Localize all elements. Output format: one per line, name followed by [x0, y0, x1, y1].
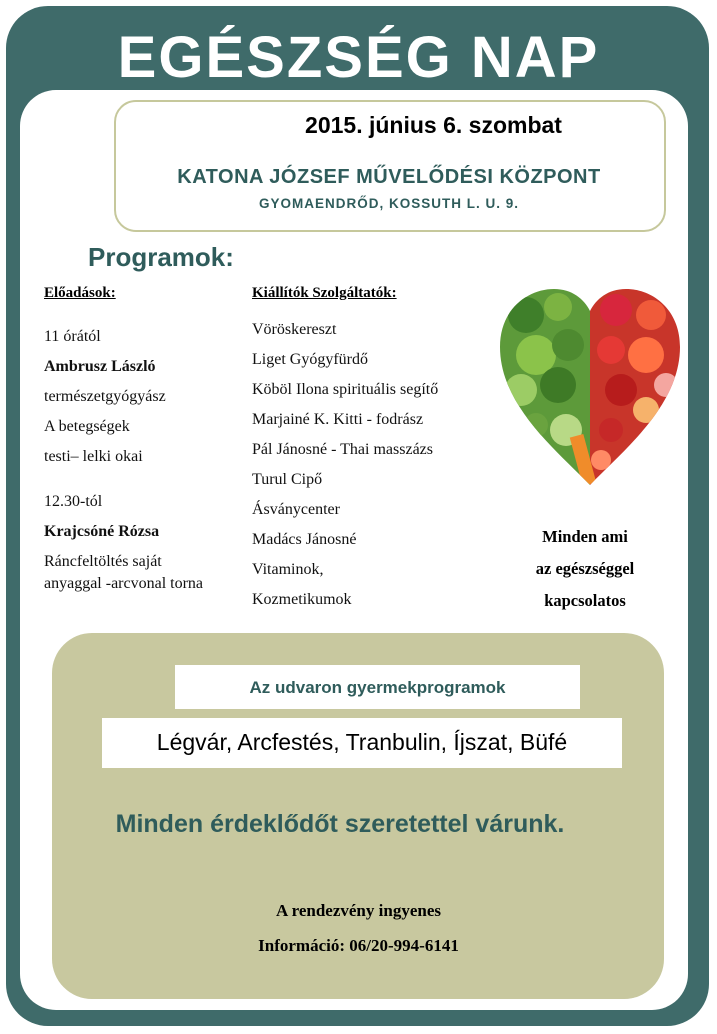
exhibitor-item: Ásványcenter: [252, 501, 340, 518]
tagline-line: Minden ami: [542, 527, 628, 546]
lectures-heading: Előadások:: [44, 285, 116, 301]
exhibitor-item: Kozmetikumok: [252, 591, 352, 608]
free-admission-text: A rendezvény ingyenes: [276, 901, 441, 920]
exhibitor-item: Pál Jánosné - Thai masszázs: [252, 441, 433, 458]
lecture-speaker: Ambrusz László: [44, 358, 156, 375]
tagline-line: az egészséggel: [535, 559, 635, 578]
tagline-line: kapcsolatos: [544, 591, 626, 610]
lecture-line: anyaggal -arcvonal torna: [44, 575, 204, 592]
kids-programs-list: Légvár, Arcfestés, Tranbulin, Íjszat, Büfé: [102, 718, 622, 768]
lecture-line: 12.30-tól: [44, 493, 103, 510]
kids-programs-heading: Az udvaron gyermekprogramok: [175, 665, 580, 709]
exhibitor-item: Köböl Ilona spirituális segítő: [252, 381, 439, 398]
exhibitors-heading: Kiállítók Szolgáltatók:: [252, 285, 397, 301]
exhibitor-item: Marjainé K. Kitti - fodrász: [252, 411, 424, 428]
lecture-line: 11 órától: [44, 328, 101, 345]
venue-name: KATONA JÓZSEF MŰVELŐDÉSI KÖZPONT: [177, 166, 601, 188]
info-phone-text: Információ: 06/20-994-6141: [258, 936, 459, 955]
exhibitor-item: Liget Gyógyfürdő: [252, 351, 368, 368]
event-date: 2015. június 6. szombat: [305, 112, 562, 138]
programs-heading: Programok:: [88, 242, 234, 272]
vegetable-heart-image: [496, 285, 684, 495]
poster-title: EGÉSZSÉG NAP: [117, 25, 600, 90]
lecture-speaker: Krajcsóné Rózsa: [44, 523, 160, 540]
lecture-line: Ráncfeltöltés saját: [44, 553, 162, 570]
exhibitor-item: Madács Jánosné: [252, 531, 357, 548]
welcome-message: Minden érdeklődőt szeretettel várunk.: [115, 810, 565, 838]
exhibitor-item: Vitaminok,: [252, 561, 324, 578]
lecture-line: természetgyógyász: [44, 388, 166, 405]
exhibitor-item: Turul Cipő: [252, 471, 323, 488]
lecture-line: testi– lelki okai: [44, 448, 143, 465]
lecture-line: A betegségek: [44, 418, 130, 435]
venue-address: GYOMAENDRŐD, KOSSUTH L. U. 9.: [258, 196, 520, 211]
exhibitor-item: Vöröskereszt: [252, 321, 337, 338]
